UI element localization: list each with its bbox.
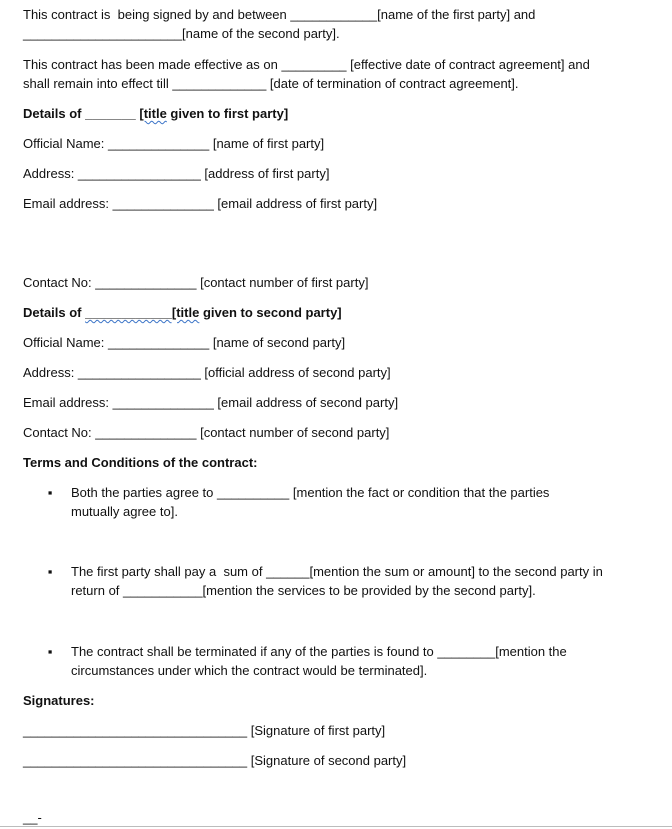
intro-line-2: ______________________[name of the second party]. [23,26,340,41]
terms-heading: Terms and Conditions of the contract: [23,455,258,470]
term-2-line-2: return of ___________[mention the services to be provided by the second party]. [71,583,536,598]
signature-second-party: _______________________________ [Signature of second party] [23,753,407,768]
term-2-line-1: The first party shall pay a sum of ______[mention the sum or amount] to the second party in [71,564,603,579]
second-party-email: Email address: ______________ [email address of second party] [23,395,399,410]
intro-line-1: This contract is being signed by and between ____________[name of the first party] and [23,7,536,22]
term-1-line-2: mutually agree to]. [71,504,178,519]
bullet-icon: ▪ [47,564,53,579]
first-party-address: Address: _________________ [address of first party] [23,166,330,181]
bullet-icon: ▪ [47,644,53,659]
second-party-heading: Details of ____________[title given to second party] [23,305,342,320]
first-party-official-name: Official Name: ______________ [name of first party] [23,136,325,151]
second-party-contact: Contact No: ______________ [contact number of second party] [23,425,390,440]
bullet-icon: ▪ [47,485,53,500]
signatures-heading: Signatures: [23,693,95,708]
second-party-official-name: Official Name: ______________ [name of second party] [23,335,346,350]
intro-line-3: This contract has been made effective as on _________ [effective date of contract agreement] and [23,57,590,72]
term-3-line-2: circumstances under which the contract would be terminated]. [71,663,428,678]
term-3-line-1: The contract shall be terminated if any of the parties is found to ________[mention the [71,644,567,659]
signature-first-party: _______________________________ [Signature of first party] [23,723,386,738]
trailing-mark: __- [23,810,42,825]
first-party-contact: Contact No: ______________ [contact number of first party] [23,275,369,290]
first-party-email: Email address: ______________ [email address of first party] [23,196,378,211]
second-party-address: Address: _________________ [official address of second party] [23,365,391,380]
first-party-heading: Details of _______ [title given to first party] [23,106,289,121]
intro-line-4: shall remain into effect till _____________ [date of termination of contract agreement]. [23,76,519,91]
term-1-line-1: Both the parties agree to __________ [mention the fact or condition that the parties [71,485,550,500]
page-bottom-rule [0,826,672,827]
